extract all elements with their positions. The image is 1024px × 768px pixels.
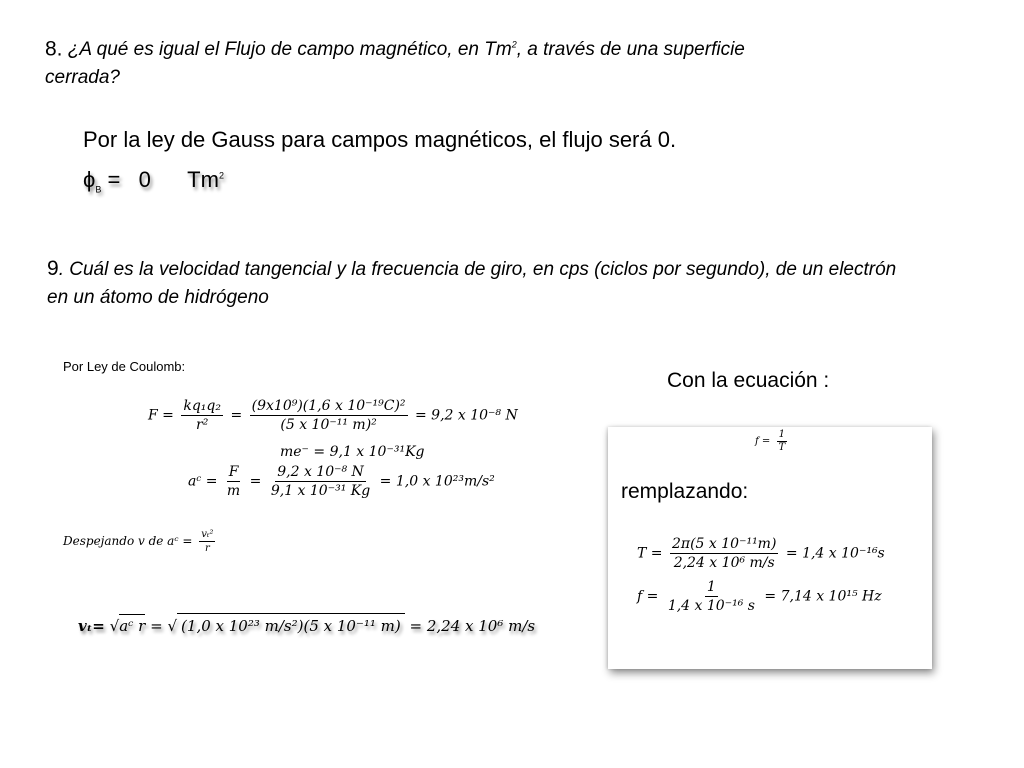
- question-8-sup: 2: [511, 40, 517, 50]
- frequency-equation: [637, 578, 882, 615]
- frequency-definition: [755, 429, 790, 454]
- force-fraction-2: [250, 397, 408, 434]
- frequency-num: 1: [706, 579, 716, 595]
- answer-8-equation: [83, 167, 224, 194]
- f-def-lhs: f =: [755, 436, 771, 447]
- period-result: = 1,4 x 10⁻¹⁶s: [785, 545, 885, 562]
- period-num: 2π(5 x 10⁻¹¹m): [671, 536, 777, 552]
- question-8-text: [63, 39, 745, 60]
- vt-expression: (1,0 x 10²³ m/s²)(5 x 10⁻¹¹ m): [177, 613, 405, 635]
- frequency-result: = 7,14 x 10¹⁵ Hz: [764, 588, 882, 605]
- answer-8-text: Por la ley de Gauss para campos magnéticos, el flujo será 0.: [83, 127, 677, 152]
- question-9-line1: . Cuál es la velocidad tangencial y la frecuencia de giro, en cps (ciclos por segundo), de un electrón: [58, 259, 897, 280]
- ecuacion-label: Con la ecuación :: [667, 369, 830, 392]
- vt-result: = 2,24 x 10⁶ m/s: [409, 617, 536, 635]
- remplazando-label: remplazando:: [621, 480, 749, 503]
- period-lhs: T =: [637, 545, 663, 562]
- frequency-fraction: [666, 578, 757, 615]
- question-9: [47, 255, 1007, 312]
- despejando-den: r: [204, 543, 210, 554]
- force-den-1: r²: [196, 417, 209, 433]
- question-8-number: 8.: [45, 37, 63, 61]
- despejando-num: vₜ²: [201, 529, 214, 540]
- question-8-text-b: , a través de una superficie: [516, 39, 745, 61]
- ac-num-1: F: [228, 464, 239, 480]
- force-num-2: (9x10⁹)(1,6 x 10⁻¹⁹C)²: [251, 398, 406, 414]
- velocity-equation: 𝒗ₜ= √aᶜ r = √ (1,0 x 10²³ m/s²)(5 x 10⁻¹¹ m) = 2,24 x 10⁶ m/s: [78, 613, 535, 635]
- f-def-fraction: [776, 429, 787, 454]
- ac-result: = 1,0 x 10²³m/s²: [379, 473, 495, 490]
- question-8-text-a: ¿A qué es igual el Flujo de campo magnético, en Tm: [62, 39, 512, 61]
- ac-lhs: aᶜ =: [188, 473, 218, 490]
- vt-lhs: 𝒗ₜ=: [78, 617, 105, 635]
- force-result: = 9,2 x 10⁻⁸ N: [414, 407, 518, 424]
- period-den: 2,24 x 10⁶ m/s: [673, 555, 775, 571]
- force-num-1: kq₁q₂: [183, 398, 221, 414]
- force-lhs: F =: [148, 407, 174, 424]
- force-den-2: (5 x 10⁻¹¹ m)²: [280, 417, 377, 433]
- answer-8-value: = 0 Tm: [107, 167, 219, 192]
- ac-num-2: 9,2 x 10⁻⁸ N: [277, 464, 364, 480]
- ac-den-2: 9,1 x 10⁻³¹ Kg: [270, 483, 371, 499]
- answer-8-unit-sup: 2: [218, 170, 224, 181]
- despejando-equation: [63, 528, 218, 555]
- period-equation: [637, 535, 885, 572]
- ac-fraction-1: [225, 463, 242, 500]
- vt-root: aᶜ r: [119, 614, 145, 635]
- despejando-text: Despejando v de aᶜ =: [63, 534, 193, 548]
- phi-symbol: ϕ: [83, 167, 96, 192]
- f-def-den: T: [778, 442, 786, 453]
- question-9-line2: en un átomo de hidrógeno: [47, 287, 269, 308]
- ac-den-1: m: [226, 483, 241, 499]
- question-8: [45, 31, 845, 92]
- ac-fraction-2: [269, 463, 372, 500]
- acceleration-equation: aᶜ = $\frac{F}{m}$ = $\frac{\text{9,2 x 10⁻⁸ N}}{\text{9,1 x 10⁻³¹ Kg}}$ = 1,0 x 10²³m/s²: [188, 464, 495, 499]
- f-def-num: 1: [778, 429, 785, 440]
- coulomb-label: Por Ley de Coulomb:: [63, 359, 186, 374]
- question-8-line2: cerrada?: [45, 67, 120, 89]
- despejando-fraction: [199, 528, 215, 555]
- electron-mass: me⁻ = 9,1 x 10⁻³¹Kg: [280, 444, 425, 460]
- force-fraction-1: [181, 397, 223, 434]
- question-9-number: 9: [47, 257, 59, 280]
- frequency-den: 1,4 x 10⁻¹⁶ s: [667, 598, 755, 614]
- phi-subscript: B: [95, 184, 102, 195]
- force-equation: F = $\frac{\text{kq₁q₂}}{\text{r²}}$ = $\frac{\text{(9x10⁹)(1,6 x 10⁻¹⁹C)²}}{\text{(5 x 10⁻¹¹ m)²}}$ = 9,2 x 10⁻⁸ N: [148, 398, 518, 433]
- frequency-lhs: f =: [637, 588, 659, 605]
- period-fraction: [670, 535, 778, 572]
